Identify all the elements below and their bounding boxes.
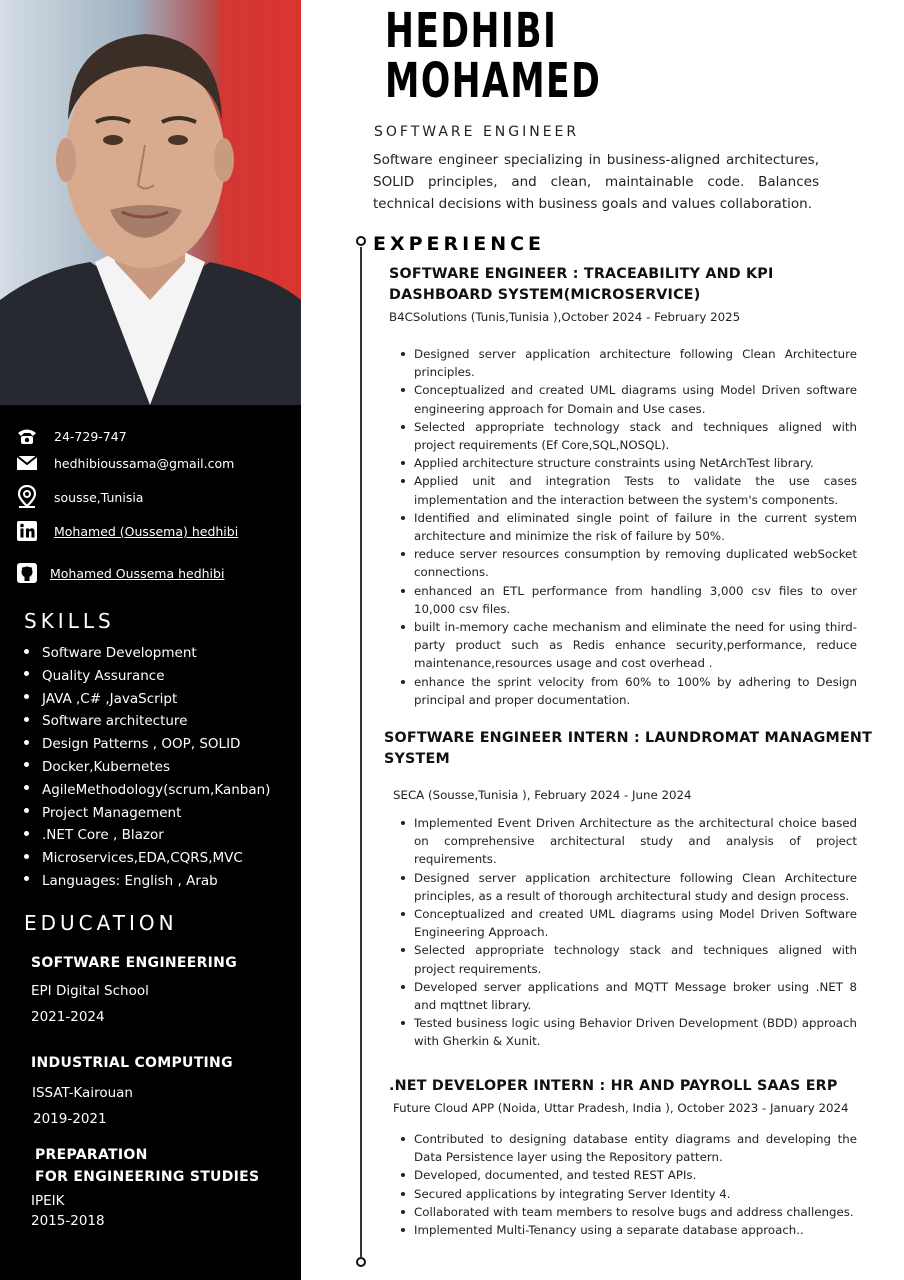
job-bullet: Collaborated with team members to resolve bugs and address challenges.	[414, 1203, 857, 1221]
education-heading: EDUCATION	[24, 911, 178, 935]
job-bullet: Implemented Multi-Tenancy using a separate database approach..	[414, 1221, 857, 1239]
linkedin-icon	[16, 520, 38, 542]
skill-item: JAVA ,C# ,JavaScript	[24, 690, 270, 713]
job-role-title: SOFTWARE ENGINEER INTERN : LAUNDROMAT MANAGMENT SYSTEM	[384, 730, 873, 767]
skill-item: Software Development	[24, 644, 270, 667]
education-years: 2015-2018	[31, 1213, 105, 1229]
education-degree: INDUSTRIAL COMPUTING	[31, 1055, 233, 1071]
job-bullet: reduce server resources consumption by removing duplicated webSocket connections.	[414, 545, 857, 581]
linkedin-link[interactable]: Mohamed (Oussema) hedhibi	[54, 523, 239, 539]
job-bullet: Tested business logic using Behavior Driven Development (BDD) approach with Gherkin & Xunit.	[414, 1014, 857, 1050]
job-bullets	[414, 814, 857, 1051]
job-bullet: Identified and eliminated single point of failure in the current system architecture and minimize the risk of failure by 50%.	[414, 509, 857, 545]
job-bullets	[414, 1130, 857, 1239]
profile-photo	[0, 0, 301, 405]
timeline-dot-bottom	[356, 1257, 366, 1267]
timeline-line	[360, 247, 362, 1257]
experience-heading: EXPERIENCE	[373, 233, 546, 255]
education-years: 2021-2024	[31, 1009, 105, 1025]
job-bullet: enhance the sprint velocity from 60% to 100% by adhering to Design principal and proper documentation.	[414, 673, 857, 709]
job-bullets	[414, 345, 857, 709]
skills-heading: SKILLS	[24, 609, 115, 633]
skill-item: Quality Assurance	[24, 667, 270, 690]
job-company: Future Cloud APP (Noida, Uttar Pradesh, India ), October 2023 - January 2024	[393, 1101, 849, 1115]
job-bullet: Applied architecture structure constraints using NetArchTest library.	[414, 454, 857, 472]
job-bullet: Conceptualized and created UML diagrams using Model Driven Software Engineering Approach.	[414, 905, 857, 941]
candidate-name	[385, 3, 602, 109]
job-bullet: Selected appropriate technology stack and techniques aligned with project requirements (Ef Core,SQL,NOSQL).	[414, 418, 857, 454]
job-bullet: Designed server application architecture following Clean Architecture principles.	[414, 345, 857, 381]
job-bullet: built in-memory cache mechanism and eliminate the need for using third-party product such as Redis enhance security,performance, reduce maintenance,resources usage and cost overhead .	[414, 618, 857, 673]
job-role-title: .NET DEVELOPER INTERN : HR AND PAYROLL SAAS ERP	[389, 1078, 838, 1094]
job-bullet: Developed server applications and MQTT Message broker using .NET 8 and mqttnet library.	[414, 978, 857, 1014]
education-degree-line1: PREPARATION	[35, 1147, 148, 1163]
job-bullet: Conceptualized and created UML diagrams using Model Driven software engineering approach for Domain and Use cases.	[414, 381, 857, 417]
profile-summary: Software engineer specializing in business-aligned architectures, SOLID principles, and clean, maintainable code. Balances technical decisions with business goals and values collaboration.	[373, 152, 819, 212]
education-years: 2019-2021	[33, 1111, 107, 1127]
job-title: SOFTWARE ENGINEER	[374, 124, 580, 140]
contact-linkedin[interactable]	[16, 520, 238, 542]
job-role-title: SOFTWARE ENGINEER : TRACEABILITY AND KPI DASHBOARD SYSTEM(MICROSERVICE)	[389, 266, 774, 303]
location-pin-icon	[16, 486, 38, 508]
name-line-2: MOHAMED	[385, 53, 602, 109]
phone-icon	[16, 425, 38, 447]
left-sidebar	[0, 0, 301, 1280]
contact-phone	[16, 425, 127, 447]
phone-number: 24-729-747	[54, 428, 127, 444]
job-bullet: Selected appropriate technology stack and techniques aligned with project requirements.	[414, 941, 857, 977]
experience-entry	[384, 728, 884, 802]
skills-list	[24, 644, 270, 895]
education-entry	[31, 1052, 233, 1127]
contact-location	[16, 486, 143, 508]
job-bullet: Implemented Event Driven Architecture as the architectural choice based on comprehensive architectural study and analysis of project requirements.	[414, 814, 857, 869]
github-link[interactable]: Mohamed Oussema hedhibi	[50, 565, 225, 581]
skill-item: Project Management	[24, 804, 270, 827]
experience-entry	[389, 1076, 889, 1115]
mail-icon	[16, 452, 38, 474]
education-school: ISSAT-Kairouan	[32, 1085, 133, 1101]
main-content	[301, 0, 904, 1280]
job-company: B4CSolutions (Tunis,Tunisia ),October 2024 - February 2025	[389, 310, 741, 324]
job-bullet: Developed, documented, and tested REST APIs.	[414, 1166, 857, 1184]
job-bullet: enhanced an ETL performance from handling 3,000 csv files to over 10,000 csv files.	[414, 582, 857, 618]
github-icon	[16, 562, 38, 584]
education-entry	[31, 952, 237, 1025]
job-bullet: Applied unit and integration Tests to validate the use cases implementation and the interaction between the system's components.	[414, 472, 857, 508]
location-text: sousse,Tunisia	[54, 489, 144, 505]
skill-item: Docker,Kubernetes	[24, 758, 270, 781]
job-company: SECA (Sousse,Tunisia ), February 2024 - June 2024	[393, 788, 692, 802]
contact-email	[16, 452, 234, 474]
education-entry	[31, 1144, 260, 1229]
skill-item: AgileMethodology(scrum,Kanban)	[24, 781, 270, 804]
education-degree: SOFTWARE ENGINEERING	[31, 955, 237, 971]
skill-item: Languages: English , Arab	[24, 872, 270, 895]
contact-github[interactable]	[16, 562, 224, 584]
skill-item: .NET Core , Blazor	[24, 826, 270, 849]
job-bullet: Designed server application architecture following Clean Architecture principles, as a result of thorough architectural study and design process.	[414, 869, 857, 905]
job-bullet: Contributed to designing database entity diagrams and developing the Data Persistence layer using the Repository pattern.	[414, 1130, 857, 1166]
timeline-dot-top	[356, 236, 366, 246]
skill-item: Microservices,EDA,CQRS,MVC	[24, 849, 270, 872]
education-school: IPEIK	[31, 1193, 65, 1209]
education-school: EPI Digital School	[31, 983, 149, 999]
job-bullet: Secured applications by integrating Server Identity 4.	[414, 1185, 857, 1203]
name-line-1: HEDHIBI	[385, 3, 558, 59]
experience-entry	[389, 264, 809, 324]
email-address: hedhibioussama@gmail.com	[54, 455, 235, 471]
skill-item: Software architecture	[24, 712, 270, 735]
education-degree-line2: FOR ENGINEERING STUDIES	[35, 1169, 260, 1185]
skill-item: Design Patterns , OOP, SOLID	[24, 735, 270, 758]
